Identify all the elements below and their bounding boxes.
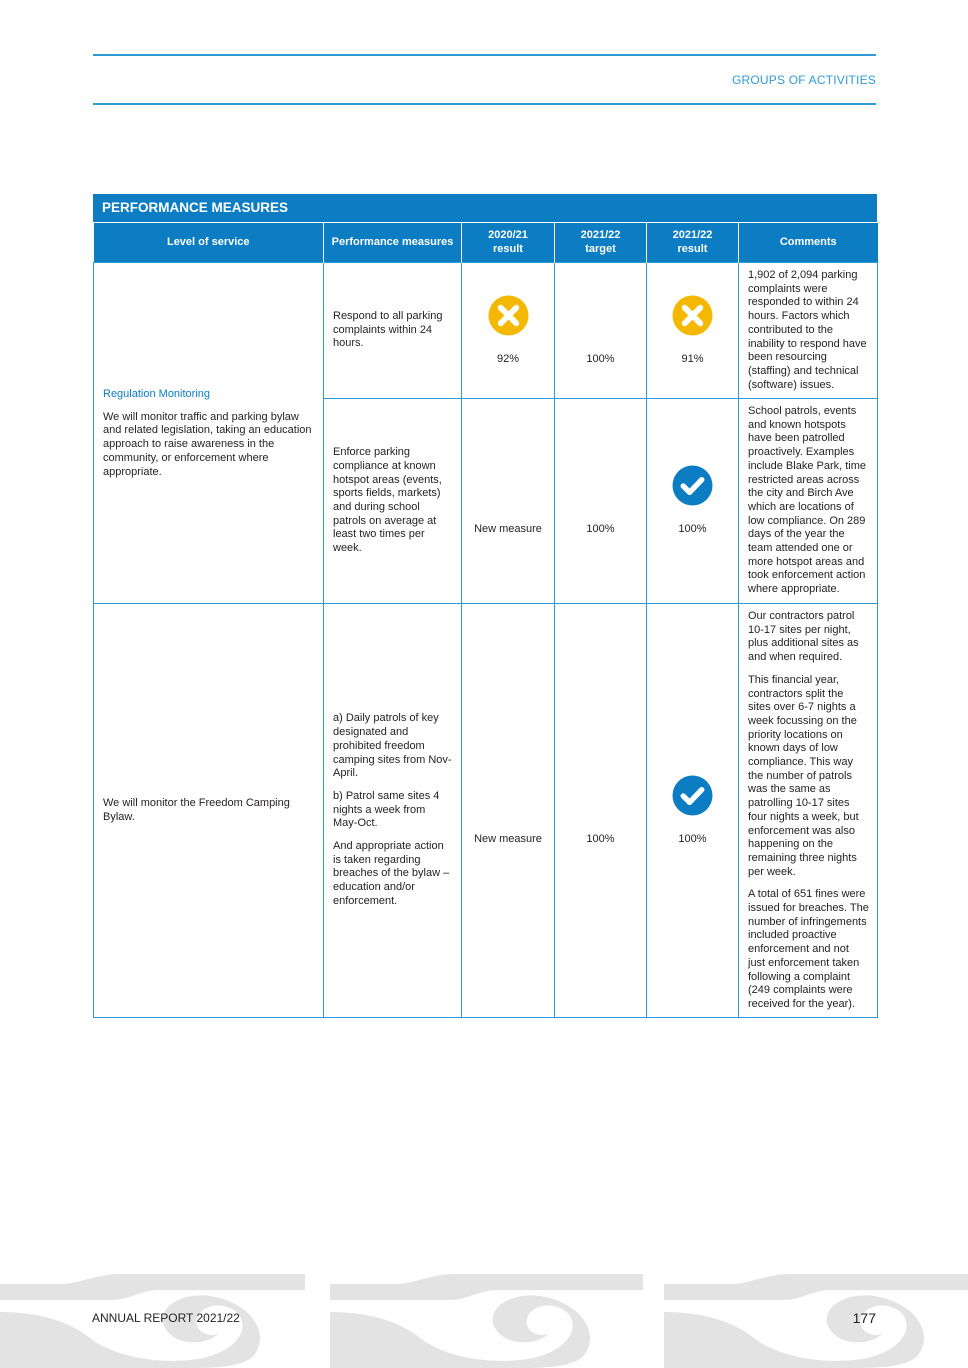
level-of-service-cell [94, 263, 324, 604]
table-row [94, 263, 878, 399]
table-row [94, 604, 878, 1018]
result-value: New measure [474, 832, 542, 845]
regulation-monitoring-link[interactable]: Regulation Monitoring [103, 388, 211, 400]
check-circle-icon [672, 465, 713, 506]
performance-measure-cell: Enforce parking compliance at known hotspot areas (events, sports fields, markets) and during school patrols on average at least two times per week. [324, 399, 462, 604]
col-header-result-2122: 2021/22 result [647, 223, 739, 263]
result-value: New measure [474, 523, 542, 536]
result-value: 100% [678, 523, 707, 536]
comments-cell: School patrols, events and known hotspots have been patrolled proactively. Examples include Blake Park, time restricted areas across the city and Birch Ave which are locations of low compliance. On 289 days of the year the team attended one or more hotspot areas and took enforcement action where appropriate. [739, 399, 878, 604]
comments-cell: Our contractors patrol 10-17 sites per night, plus additional sites as and when required. This financial year, contractors split the sites over 6-7 nights a week focussing on the priority locations on known days of low compliance. This way the number of patrols was the same as patrolling 10-17 sites four nights a week, but enforcement was also happening on the remaining three nights per week. A total of 651 fines were issued for breaches. The number of infringements included proactive enforcement and not just enforcement taken following a complaint (249 complaints were received for the year). [739, 604, 878, 1018]
target-value: 100% [586, 832, 615, 845]
col-header-comments: Comments [739, 223, 878, 263]
performance-measures-table [93, 194, 877, 1018]
result-2021-cell [462, 604, 555, 1018]
target-cell [555, 604, 647, 1018]
target-value: 100% [586, 523, 615, 536]
check-circle-icon [672, 775, 713, 816]
col-header-level: Level of service [94, 223, 324, 263]
level-of-service-text: We will monitor traffic and parking bylaw and related legislation, taking an education approach to raise awareness in the community, or enforcement where appropriate. [103, 410, 312, 478]
result-2122-cell [647, 604, 739, 1018]
table-title: PERFORMANCE MEASURES [93, 194, 877, 223]
table-header-row [94, 223, 878, 263]
result-2122-cell [647, 399, 739, 604]
result-2021-cell [462, 399, 555, 604]
comments-cell: 1,902 of 2,094 parking complaints were responded to within 24 hours. Factors which contributed to the inability to respond have been resourcing (staffing) and technical (software) issues. [739, 263, 878, 399]
header-bottom-rule [93, 103, 876, 105]
result-value: 100% [678, 832, 707, 845]
target-cell [555, 399, 647, 604]
result-2021-cell [462, 263, 555, 399]
page-number: 177 [852, 1310, 876, 1326]
result-value: 91% [681, 352, 704, 365]
col-header-result-2021: 2020/21 result [462, 223, 555, 263]
col-header-measures: Performance measures [324, 223, 462, 263]
result-value: 92% [496, 352, 520, 365]
header-top-rule [93, 54, 876, 56]
x-circle-icon [672, 295, 713, 336]
col-header-target-2122: 2021/22 target [555, 223, 647, 263]
x-circle-icon [488, 295, 529, 336]
level-of-service-cell [94, 604, 324, 1018]
performance-measure-cell: Respond to all parking complaints within 24 hours. [324, 263, 462, 399]
target-cell [555, 263, 647, 399]
performance-measure-cell: a) Daily patrols of key designated and prohibited freedom camping sites from Nov-April. b) Patrol same sites 4 nights a week from May-Oct. And appropriate action is taken regarding breaches of the bylaw – education and/or enforcement. [324, 604, 462, 1018]
section-label: GROUPS OF ACTIVITIES [731, 73, 876, 87]
result-2122-cell [647, 263, 739, 399]
level-of-service-text: We will monitor the Freedom Camping Bylaw. [103, 796, 290, 823]
target-value: 100% [586, 352, 615, 365]
report-title: ANNUAL REPORT 2021/22 [92, 1311, 240, 1325]
